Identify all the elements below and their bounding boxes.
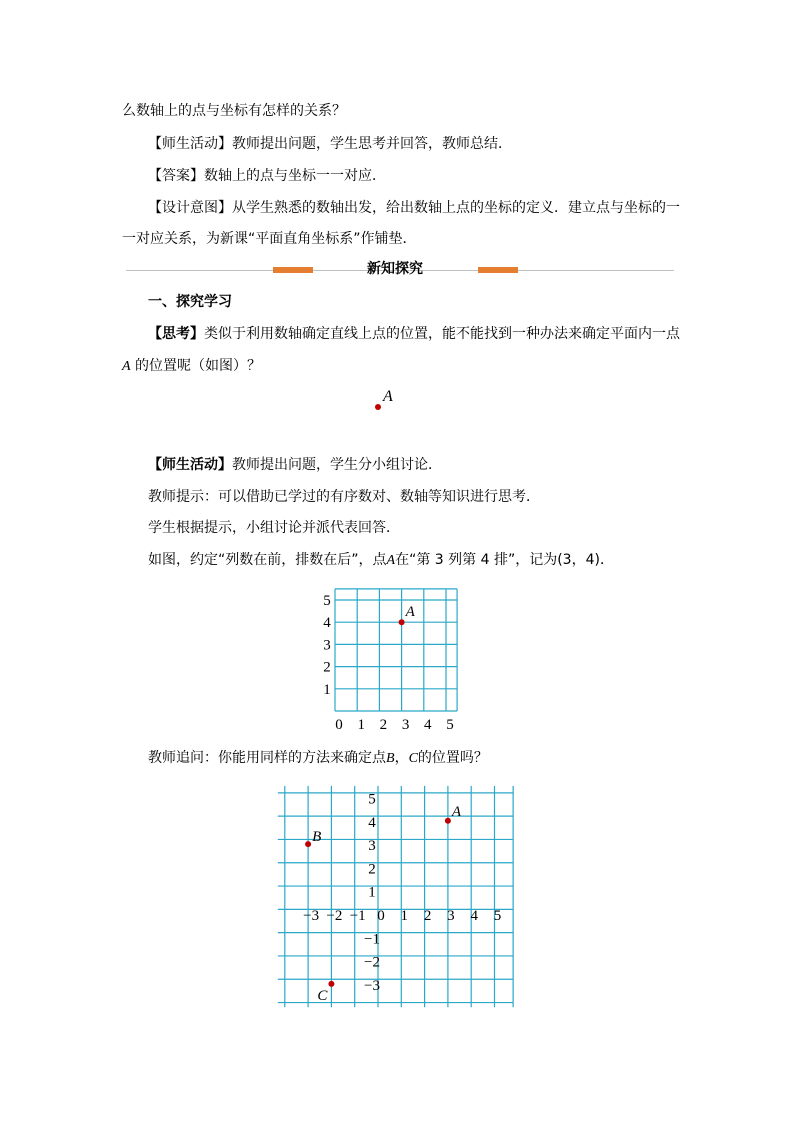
y-tick-label: 4 bbox=[323, 615, 331, 632]
x-tick-label: −1 bbox=[349, 908, 366, 924]
teacher-student-activity-2: 【师生活动】教师提出问题，学生分小组讨论． bbox=[148, 457, 442, 473]
design-intent-paragraph: 【设计意图】从学生熟悉的数轴出发，给出数轴上点的坐标的定义．建立点与坐标的一 bbox=[148, 200, 680, 216]
y-tick-label: 3 bbox=[323, 637, 331, 654]
convention-paragraph: 如图，约定“列数在前，排数在后”，点A在“第 3 列第 4 排”，记为(3，4)． bbox=[148, 552, 614, 568]
think-continuation: A 的位置呢（如图）？ bbox=[122, 358, 262, 374]
point-a-label: A bbox=[383, 388, 393, 405]
teacher-hint: 教师提示：可以借助已学过的有序数对、数轴等知识进行思考． bbox=[148, 489, 540, 505]
paragraph-continuation: 么数轴上的点与坐标有怎样的关系？ bbox=[122, 103, 346, 119]
teacher-student-activity: 【师生活动】教师提出问题，学生思考并回答，教师总结． bbox=[148, 136, 512, 152]
y-tick-label: 1 bbox=[323, 681, 331, 698]
point-a-figure bbox=[360, 383, 410, 417]
activity2-label: 【师生活动】 bbox=[148, 457, 232, 473]
answer-label: 【答案】 bbox=[148, 168, 204, 184]
x-tick-label: −3 bbox=[303, 908, 320, 924]
point-c-dot bbox=[328, 981, 334, 987]
student-answer: 学生根据提示，小组讨论并派代表回答． bbox=[148, 520, 400, 536]
x-tick-label: −2 bbox=[326, 908, 343, 924]
x-tick-label: 0 bbox=[335, 717, 343, 733]
subsection-title: 一、探究学习 bbox=[148, 294, 232, 310]
point-a-label: A bbox=[405, 604, 415, 621]
point-a-dot bbox=[399, 619, 405, 625]
design-intent-label: 【设计意图】 bbox=[148, 200, 232, 216]
first-quadrant-grid-figure bbox=[310, 588, 470, 734]
y-tick-label: 3 bbox=[368, 838, 376, 855]
point-a-label: A bbox=[451, 803, 462, 820]
x-tick-label: 0 bbox=[377, 908, 385, 924]
section-divider-accent-left bbox=[273, 267, 313, 273]
section-title: 新知探究 bbox=[367, 261, 423, 277]
y-tick-label: 5 bbox=[368, 791, 376, 808]
think-paragraph: 【思考】类似于利用数轴确定直线上点的位置，能不能找到一种办法来确定平面内一点 bbox=[148, 326, 680, 342]
x-tick-label: 5 bbox=[446, 717, 454, 733]
x-tick-label: 3 bbox=[447, 908, 455, 924]
y-tick-label: 4 bbox=[368, 814, 376, 831]
x-tick-label: 2 bbox=[379, 717, 388, 733]
point-b-dot bbox=[305, 841, 311, 847]
point-b-label: B bbox=[312, 829, 322, 846]
teacher-followup-question: 教师追问：你能用同样的方法来确定点B，C的位置吗？ bbox=[148, 750, 488, 766]
x-tick-label: 5 bbox=[493, 908, 502, 924]
activity-label: 【师生活动】 bbox=[148, 136, 232, 152]
x-tick-label: 4 bbox=[470, 908, 478, 924]
four-quadrant-grid-figure bbox=[276, 782, 526, 1014]
y-tick-label: 2 bbox=[368, 861, 376, 878]
y-tick-label: 2 bbox=[323, 659, 331, 676]
section-divider-accent-right bbox=[478, 267, 518, 273]
think-label: 【思考】 bbox=[148, 326, 204, 342]
y-tick-label: 1 bbox=[368, 884, 376, 901]
x-tick-label: 1 bbox=[400, 908, 409, 924]
y-tick-label: 5 bbox=[323, 593, 331, 609]
design-intent-continuation: 一对应关系，为新课“平面直角坐标系”作铺垫． bbox=[122, 231, 417, 247]
point-c-label: C bbox=[317, 987, 328, 1004]
x-tick-label: 1 bbox=[357, 717, 365, 733]
y-tick-label: −3 bbox=[364, 977, 380, 994]
answer-paragraph: 【答案】数轴上的点与坐标一一对应． bbox=[148, 168, 386, 184]
y-tick-label: −2 bbox=[364, 954, 380, 971]
point-a-ref: A bbox=[122, 359, 131, 374]
x-tick-label: 3 bbox=[401, 717, 410, 733]
point-a-dot bbox=[445, 818, 451, 824]
y-tick-label: −1 bbox=[364, 931, 380, 948]
x-tick-label: 2 bbox=[423, 908, 432, 924]
point-a-dot bbox=[375, 404, 381, 410]
x-tick-label: 4 bbox=[424, 717, 432, 733]
